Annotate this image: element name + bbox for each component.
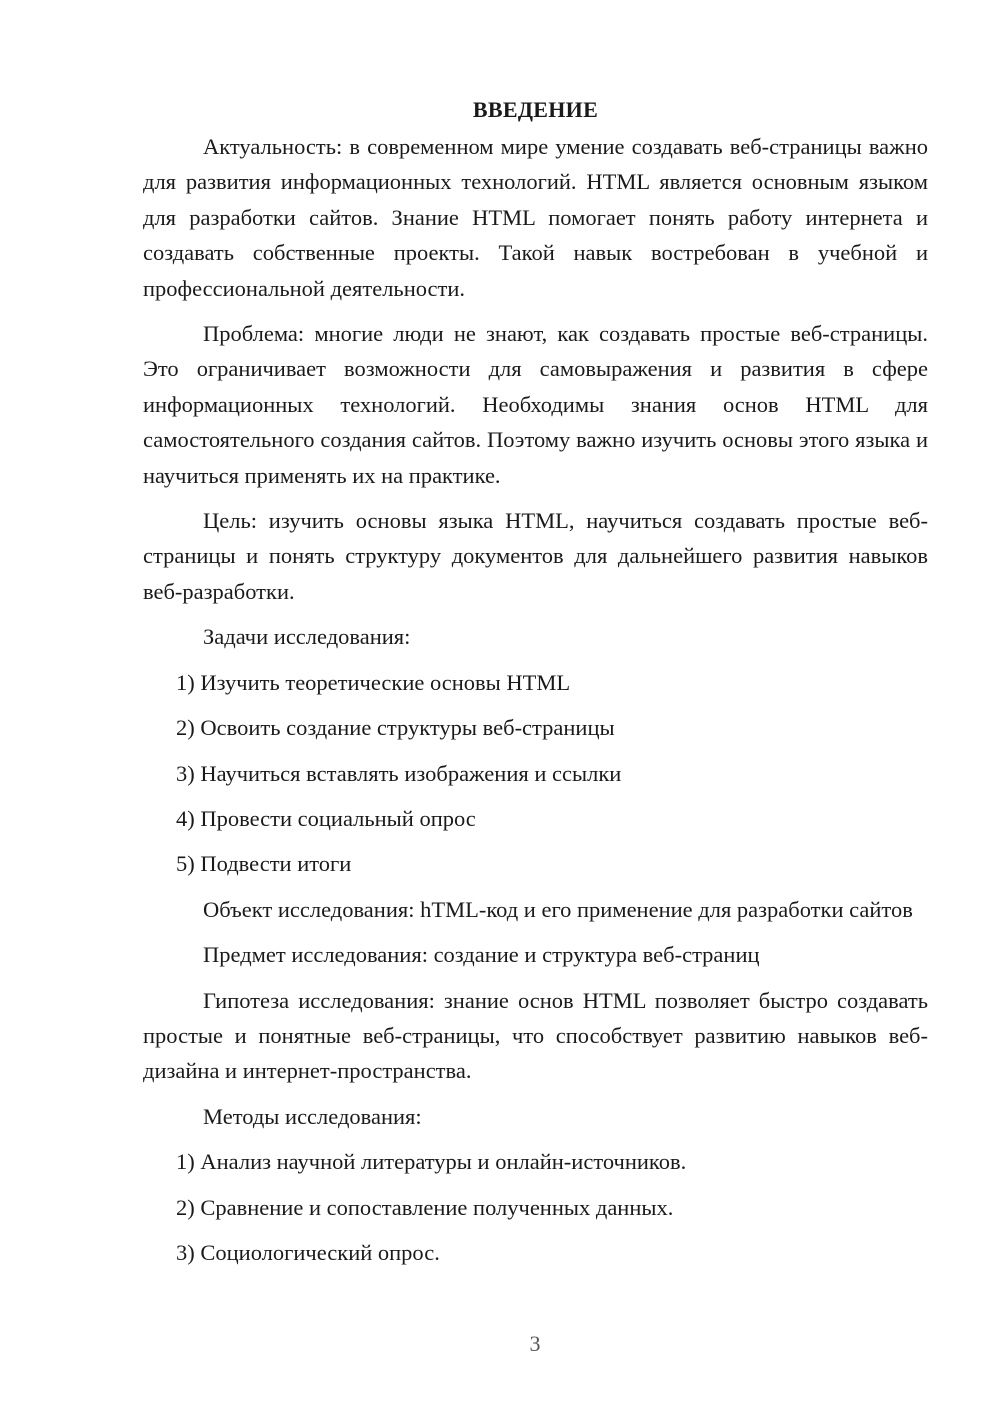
task-item: 5) Подвести итоги: [176, 851, 352, 877]
paragraph-goal: Цель: изучить основы языка HTML, научиться создавать простые веб-страницы и понять структуру документов для дальнейшего развития навыков веб-разработки.: [143, 508, 928, 604]
methods-list: [143, 1144, 928, 1270]
paragraph-relevance: Актуальность: в современном мире умение создавать веб-страницы важно для развития информационных технологий. HTML является основным языком для разработки сайтов. Знание HTML помогает понять работу интернета и создавать собственные проекты. Такой навык востребован в учебной и профессиональной деятельности.: [143, 134, 928, 301]
task-item: 3) Научиться вставлять изображения и ссылки: [176, 760, 622, 786]
page-number: 3: [529, 1331, 541, 1356]
tasks-label: Задачи исследования:: [203, 624, 411, 650]
task-item: 4) Провести социальный опрос: [176, 805, 476, 831]
methods-label: Методы исследования:: [203, 1103, 422, 1129]
paragraph-problem: Проблема: многие люди не знают, как создавать простые веб-страницы. Это ограничивает возможности для самовыражения и развития в сфере информационных технологий. Необходимы знания основ HTML для самостоятельного создания сайтов. Поэтому важно изучить основы этого языка и научиться применять их на практике.: [143, 321, 928, 488]
tasks-list: [143, 665, 928, 882]
task-item: 2) Освоить создание структуры веб-страницы: [176, 715, 615, 741]
document-page: [143, 95, 928, 1280]
paragraph-object: Объект исследования: hTML-код и его применение для разработки сайтов: [203, 896, 913, 922]
paragraph-subject: Предмет исследования: создание и структура веб-страниц: [203, 942, 760, 968]
method-item: 1) Анализ научной литературы и онлайн-источников.: [176, 1149, 687, 1175]
paragraph-hypothesis: Гипотеза исследования: знание основ HTML позволяет быстро создавать простые и понятные веб-страницы, что способствует развитию навыков веб-дизайна и интернет-пространства.: [143, 987, 928, 1084]
section-heading: ВВЕДЕНИЕ: [472, 97, 599, 122]
task-item: 1) Изучить теоретические основы HTML: [176, 669, 571, 695]
method-item: 3) Социологический опрос.: [176, 1239, 440, 1265]
method-item: 2) Сравнение и сопоставление полученных данных.: [176, 1194, 674, 1220]
